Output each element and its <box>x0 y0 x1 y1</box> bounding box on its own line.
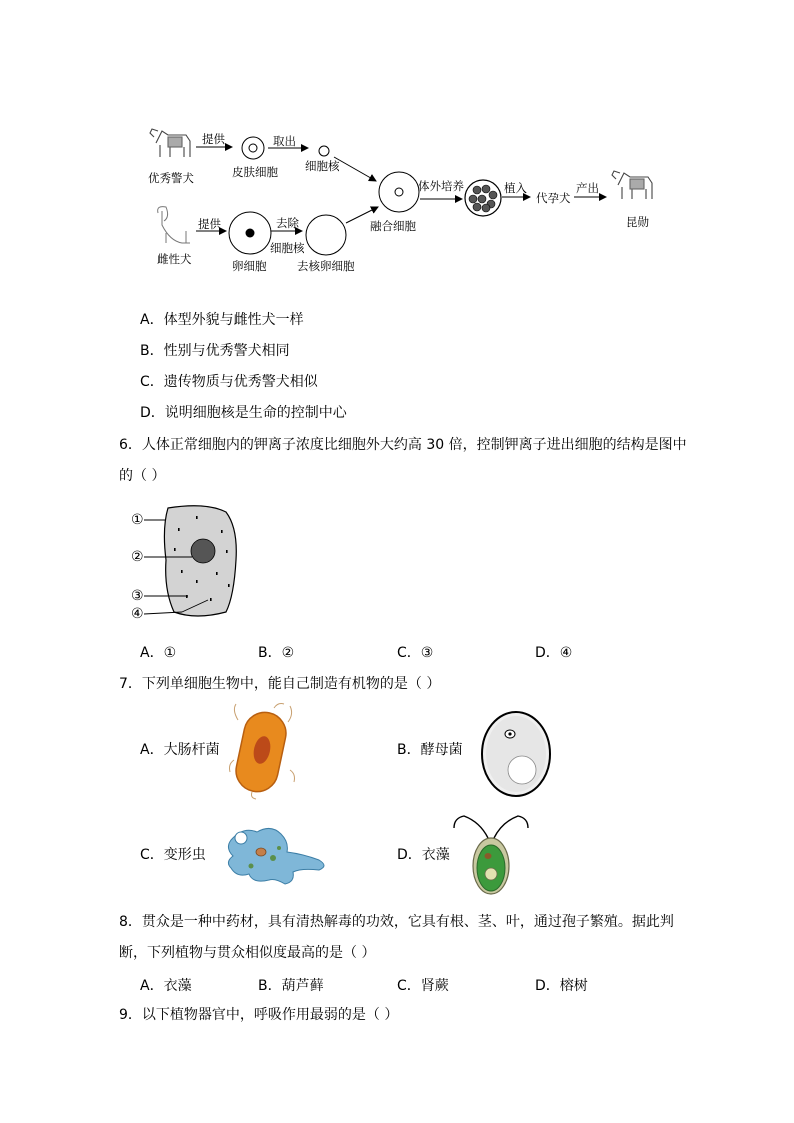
label-take-out: 取出 <box>273 134 296 148</box>
label-remove: 去除 <box>276 216 299 230</box>
label-remove-nucleus: 细胞核 <box>270 241 305 255</box>
q8-stem-line2: 断，下列植物与贯众相似度最高的是（ ） <box>119 945 376 961</box>
human-cell-svg <box>126 500 252 630</box>
label-nucleus: 细胞核 <box>305 159 340 173</box>
label-enucleated-egg: 去核卵细胞 <box>297 259 355 273</box>
nucleus-icon <box>319 146 329 156</box>
yeast-svg <box>478 708 554 800</box>
yeast-image <box>478 708 554 800</box>
label-kunxun: 昆勋 <box>626 215 649 229</box>
cell-nucleus <box>191 539 215 563</box>
e-coli-svg <box>228 700 298 800</box>
q5-option-a[interactable]: A．体型外貌与雌性犬一样 <box>140 312 304 328</box>
label-female-dog: 雌性犬 <box>157 252 192 266</box>
skin-cell-icon <box>242 137 264 159</box>
q5-option-c[interactable]: C．遗传物质与优秀警犬相似 <box>140 374 318 390</box>
marker-4: ④ <box>131 606 144 622</box>
embryo-icon <box>465 180 501 216</box>
female-dog-icon <box>158 207 190 243</box>
q8-stem-line1: 8．贯众是一种中药材，具有清热解毒的功效，它具有根、茎、叶，通过孢子繁殖。据此判 <box>119 914 674 930</box>
q8-option-d[interactable]: D．榕树 <box>535 978 588 994</box>
amoeba-image <box>223 822 333 886</box>
e-coli-image <box>228 700 298 800</box>
q9-stem: 9．以下植物器官中，呼吸作用最弱的是（ ） <box>119 1007 399 1023</box>
label-implant: 植入 <box>504 181 527 195</box>
chlamydomonas-image <box>450 812 530 898</box>
q8-option-b[interactable]: B．葫芦藓 <box>258 978 324 994</box>
marker-1: ① <box>131 512 144 528</box>
q7-stem: 7．下列单细胞生物中，能自己制造有机物的是（ ） <box>119 676 441 692</box>
q7-option-b[interactable]: B．酵母菌 <box>397 742 463 758</box>
egg-cell-icon <box>229 212 271 254</box>
q6-option-a[interactable]: A．① <box>140 645 177 661</box>
label-donor-dog: 优秀警犬 <box>148 171 194 185</box>
q6-stem-line2: 的（ ） <box>119 468 166 484</box>
chlamydomonas-svg <box>450 812 530 898</box>
fused-cell-icon <box>379 172 419 212</box>
label-provide-1: 提供 <box>202 132 225 146</box>
label-fused-cell: 融合细胞 <box>370 219 416 233</box>
q6-option-d[interactable]: D．④ <box>535 645 573 661</box>
q8-option-a[interactable]: A．衣藻 <box>140 978 192 994</box>
label-culture: 体外培养 <box>418 179 464 193</box>
label-provide-2: 提供 <box>198 217 221 231</box>
label-egg-cell: 卵细胞 <box>232 259 267 273</box>
marker-3: ③ <box>131 588 144 604</box>
label-produce: 产出 <box>576 181 599 195</box>
police-dog-icon <box>150 129 190 157</box>
amoeba-svg <box>223 822 333 886</box>
q7-option-d[interactable]: D．衣藻 <box>397 847 450 863</box>
enucleated-egg-icon <box>306 215 346 255</box>
label-skin-cell: 皮肤细胞 <box>232 165 278 179</box>
q5-option-d[interactable]: D．说明细胞核是生命的控制中心 <box>140 405 347 421</box>
q6-option-b[interactable]: B．② <box>258 645 295 661</box>
marker-2: ② <box>131 549 144 565</box>
human-cell-diagram <box>126 500 252 630</box>
q6-stem-line1: 6．人体正常细胞内的钾离子浓度比细胞外大约高 30 倍，控制钾离子进出细胞的结构是图中 <box>119 437 687 453</box>
q6-option-c[interactable]: C．③ <box>397 645 434 661</box>
kunxun-dog-icon <box>612 171 652 199</box>
label-surrogate: 代孕犬 <box>536 191 571 205</box>
q5-option-b[interactable]: B．性别与优秀警犬相同 <box>140 343 290 359</box>
q7-option-c[interactable]: C．变形虫 <box>140 847 206 863</box>
q8-option-c[interactable]: C．肾蕨 <box>397 978 449 994</box>
q7-option-a[interactable]: A．大肠杆菌 <box>140 742 220 758</box>
